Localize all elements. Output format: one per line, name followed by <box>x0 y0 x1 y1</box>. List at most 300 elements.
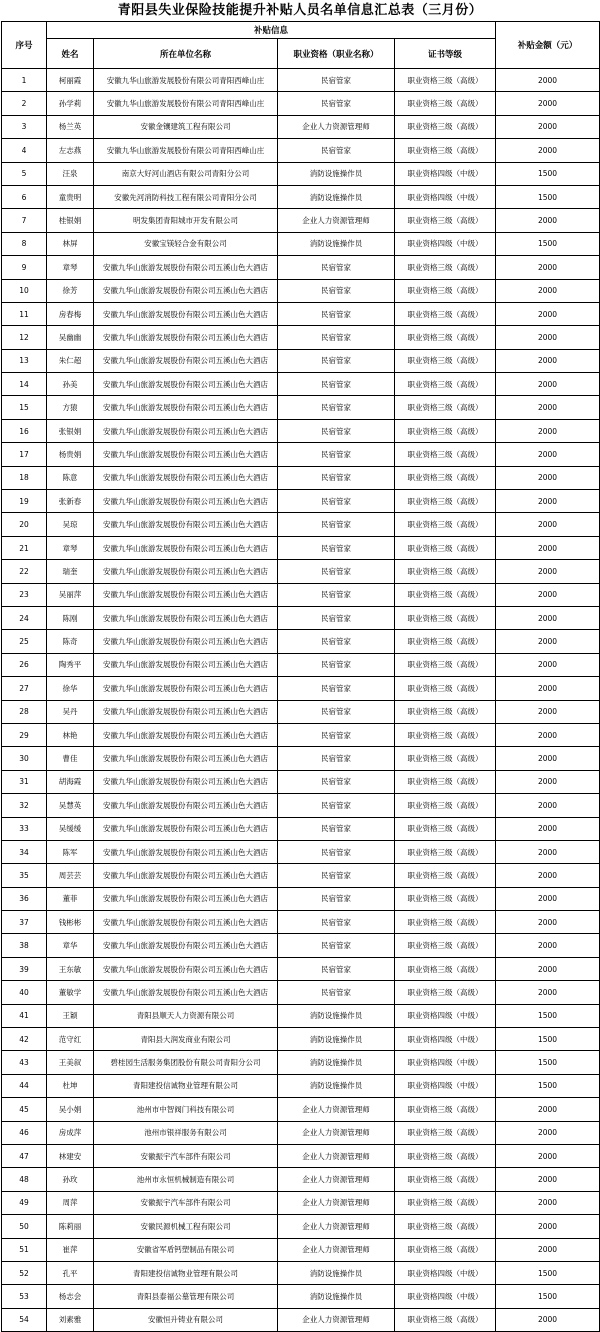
table-row <box>2 1074 600 1097</box>
cell-unit: 安徽九华山旅游发展股份有限公司五溪山色大酒店 <box>94 887 278 910</box>
cell-unit: 安徽九华山旅游发展股份有限公司五溪山色大酒店 <box>94 583 278 606</box>
cell-qualification: 消防设施操作员 <box>278 1261 395 1284</box>
cell-qualification: 民宿管家 <box>278 396 395 419</box>
table-row <box>2 560 600 583</box>
cell-amount: 2000 <box>496 1098 600 1121</box>
table-row <box>2 1004 600 1027</box>
cell-qualification: 民宿管家 <box>278 490 395 513</box>
cell-index: 43 <box>2 1051 47 1074</box>
header-level: 证书等级 <box>395 39 496 69</box>
cell-unit: 青阳县泰福公墓管理有限公司 <box>94 1285 278 1308</box>
cell-qualification: 民宿管家 <box>278 864 395 887</box>
cell-index: 29 <box>2 723 47 746</box>
cell-name: 董菲 <box>47 887 94 910</box>
cell-amount: 2000 <box>496 957 600 980</box>
cell-index: 34 <box>2 840 47 863</box>
cell-qualification: 民宿管家 <box>278 653 395 676</box>
cell-name: 汪泉 <box>47 162 94 185</box>
cell-amount: 2000 <box>496 630 600 653</box>
table-row <box>2 349 600 372</box>
cell-index: 36 <box>2 887 47 910</box>
cell-unit: 安徽九华山旅游发展股份有限公司五溪山色大酒店 <box>94 466 278 489</box>
cell-level: 职业资格三级（高级） <box>395 770 496 793</box>
cell-name: 王美叙 <box>47 1051 94 1074</box>
cell-qualification: 消防设施操作员 <box>278 1004 395 1027</box>
cell-level: 职业资格三级（高级） <box>395 911 496 934</box>
cell-name: 吴幽幽 <box>47 326 94 349</box>
cell-name: 陈军 <box>47 840 94 863</box>
cell-qualification: 民宿管家 <box>278 606 395 629</box>
cell-name: 杜坤 <box>47 1074 94 1097</box>
cell-unit: 安徽九华山旅游发展股份有限公司五溪山色大酒店 <box>94 279 278 302</box>
cell-amount: 2000 <box>496 677 600 700</box>
table-row <box>2 1191 600 1214</box>
cell-level: 职业资格三级（高级） <box>395 1144 496 1167</box>
cell-qualification: 民宿管家 <box>278 630 395 653</box>
cell-amount: 2000 <box>496 1238 600 1261</box>
cell-amount: 2000 <box>496 1144 600 1167</box>
cell-index: 47 <box>2 1144 47 1167</box>
cell-name: 吴小娟 <box>47 1098 94 1121</box>
cell-amount: 2000 <box>496 349 600 372</box>
table-row <box>2 1098 600 1121</box>
header-unit: 所在单位名称 <box>94 39 278 69</box>
cell-index: 26 <box>2 653 47 676</box>
cell-level: 职业资格三级（高级） <box>395 794 496 817</box>
page-title: 青阳县失业保险技能提升补贴人员名单信息汇总表（三月份） <box>117 3 483 18</box>
cell-index: 8 <box>2 232 47 255</box>
cell-level: 职业资格三级（高级） <box>395 864 496 887</box>
cell-qualification: 民宿管家 <box>278 349 395 372</box>
cell-level: 职业资格三级（高级） <box>395 840 496 863</box>
table-row <box>2 1168 600 1191</box>
cell-unit: 安徽九华山旅游发展股份有限公司五溪山色大酒店 <box>94 349 278 372</box>
table-row <box>2 1285 600 1308</box>
table-header <box>2 22 600 69</box>
cell-level: 职业资格三级（高级） <box>395 490 496 513</box>
cell-name: 吴缓缓 <box>47 817 94 840</box>
cell-unit: 安徽九华山旅游发展股份有限公司五溪山色大酒店 <box>94 490 278 513</box>
table-row <box>2 115 600 138</box>
cell-name: 瑞奎 <box>47 560 94 583</box>
cell-qualification: 民宿管家 <box>278 419 395 442</box>
cell-index: 31 <box>2 770 47 793</box>
table-row <box>2 443 600 466</box>
cell-level: 职业资格三级（高级） <box>395 396 496 419</box>
cell-name: 曹佳 <box>47 747 94 770</box>
cell-qualification: 民宿管家 <box>278 700 395 723</box>
cell-level: 职业资格三级（高级） <box>395 630 496 653</box>
cell-name: 林建安 <box>47 1144 94 1167</box>
cell-name: 章琴 <box>47 256 94 279</box>
cell-name: 崔萍 <box>47 1238 94 1261</box>
cell-qualification: 企业人力资源管理师 <box>278 1191 395 1214</box>
cell-index: 52 <box>2 1261 47 1284</box>
cell-qualification: 消防设施操作员 <box>278 1074 395 1097</box>
cell-qualification: 民宿管家 <box>278 513 395 536</box>
cell-level: 职业资格三级（高级） <box>395 653 496 676</box>
cell-qualification: 民宿管家 <box>278 723 395 746</box>
cell-qualification: 民宿管家 <box>278 887 395 910</box>
cell-level: 职业资格三级（高级） <box>395 69 496 92</box>
cell-name: 孙学莉 <box>47 92 94 115</box>
table-row <box>2 373 600 396</box>
cell-qualification: 民宿管家 <box>278 817 395 840</box>
cell-name: 刘素雅 <box>47 1308 94 1331</box>
cell-index: 33 <box>2 817 47 840</box>
cell-unit: 安徽九华山旅游发展股份有限公司五溪山色大酒店 <box>94 256 278 279</box>
cell-unit: 安徽民源机械工程有限公司 <box>94 1215 278 1238</box>
cell-index: 11 <box>2 302 47 325</box>
table-row <box>2 794 600 817</box>
cell-level: 职业资格三级（高级） <box>395 700 496 723</box>
cell-unit: 安徽九华山旅游发展股份有限公司五溪山色大酒店 <box>94 443 278 466</box>
cell-level: 职业资格三级（高级） <box>395 373 496 396</box>
cell-level: 职业资格三级（高级） <box>395 466 496 489</box>
cell-index: 4 <box>2 139 47 162</box>
cell-amount: 2000 <box>496 1121 600 1144</box>
cell-unit: 安徽九华山旅游发展股份有限公司五溪山色大酒店 <box>94 677 278 700</box>
cell-level: 职业资格三级（高级） <box>395 326 496 349</box>
cell-level: 职业资格四级（中级） <box>395 1074 496 1097</box>
cell-qualification: 消防设施操作员 <box>278 232 395 255</box>
cell-index: 16 <box>2 419 47 442</box>
cell-level: 职业资格四级（中级） <box>395 232 496 255</box>
cell-level: 职业资格三级（高级） <box>395 1238 496 1261</box>
cell-level: 职业资格三级（高级） <box>395 1098 496 1121</box>
cell-amount: 1500 <box>496 1028 600 1051</box>
cell-index: 32 <box>2 794 47 817</box>
cell-amount: 1500 <box>496 1285 600 1308</box>
cell-index: 15 <box>2 396 47 419</box>
cell-qualification: 民宿管家 <box>278 92 395 115</box>
cell-index: 38 <box>2 934 47 957</box>
cell-index: 21 <box>2 536 47 559</box>
cell-amount: 2000 <box>496 583 600 606</box>
cell-name: 董敏学 <box>47 981 94 1004</box>
cell-name: 林屏 <box>47 232 94 255</box>
cell-amount: 1500 <box>496 232 600 255</box>
cell-unit: 安徽九华山旅游发展股份有限公司青阳西峰山庄 <box>94 92 278 115</box>
table-row <box>2 1238 600 1261</box>
table-row <box>2 911 600 934</box>
cell-qualification: 企业人力资源管理师 <box>278 1238 395 1261</box>
cell-unit: 安徽九华山旅游发展股份有限公司五溪山色大酒店 <box>94 396 278 419</box>
cell-level: 职业资格三级（高级） <box>395 443 496 466</box>
cell-name: 陈莉丽 <box>47 1215 94 1238</box>
table-row <box>2 1215 600 1238</box>
cell-level: 职业资格四级（中级） <box>395 1261 496 1284</box>
cell-name: 林艳 <box>47 723 94 746</box>
cell-amount: 2000 <box>496 747 600 770</box>
cell-amount: 1500 <box>496 1051 600 1074</box>
cell-unit: 安徽九华山旅游发展股份有限公司五溪山色大酒店 <box>94 700 278 723</box>
cell-unit: 青阳建投信诚物业管理有限公司 <box>94 1074 278 1097</box>
cell-unit: 安徽恒升铸业有限公司 <box>94 1308 278 1331</box>
table-row <box>2 419 600 442</box>
table-row <box>2 747 600 770</box>
cell-name: 张银娟 <box>47 419 94 442</box>
cell-unit: 安徽九华山旅游发展股份有限公司五溪山色大酒店 <box>94 302 278 325</box>
table-row <box>2 653 600 676</box>
cell-qualification: 民宿管家 <box>278 560 395 583</box>
cell-amount: 2000 <box>496 794 600 817</box>
table-row <box>2 1308 600 1331</box>
cell-amount: 2000 <box>496 1168 600 1191</box>
cell-index: 35 <box>2 864 47 887</box>
cell-unit: 池州市中智阀门科技有限公司 <box>94 1098 278 1121</box>
cell-level: 职业资格四级（中级） <box>395 162 496 185</box>
cell-qualification: 民宿管家 <box>278 747 395 770</box>
cell-index: 17 <box>2 443 47 466</box>
cell-name: 杨贵娟 <box>47 443 94 466</box>
cell-index: 40 <box>2 981 47 1004</box>
cell-qualification: 民宿管家 <box>278 373 395 396</box>
table-row <box>2 162 600 185</box>
cell-amount: 1500 <box>496 185 600 208</box>
cell-level: 职业资格三级（高级） <box>395 583 496 606</box>
cell-name: 方猿 <box>47 396 94 419</box>
cell-unit: 安徽振宇汽车部件有限公司 <box>94 1144 278 1167</box>
header-amount: 补贴金额（元） <box>496 22 600 69</box>
cell-qualification: 民宿管家 <box>278 934 395 957</box>
cell-amount: 2000 <box>496 817 600 840</box>
cell-amount: 2000 <box>496 536 600 559</box>
cell-unit: 安徽九华山旅游发展股份有限公司五溪山色大酒店 <box>94 630 278 653</box>
cell-qualification: 企业人力资源管理师 <box>278 209 395 232</box>
cell-amount: 2000 <box>496 723 600 746</box>
cell-index: 14 <box>2 373 47 396</box>
table-row <box>2 232 600 255</box>
cell-qualification: 民宿管家 <box>278 911 395 934</box>
cell-unit: 安徽金镶建筑工程有限公司 <box>94 115 278 138</box>
table-row <box>2 957 600 980</box>
cell-unit: 青阳建投信诚物业管理有限公司 <box>94 1261 278 1284</box>
cell-amount: 2000 <box>496 115 600 138</box>
cell-index: 37 <box>2 911 47 934</box>
cell-qualification: 企业人力资源管理师 <box>278 1168 395 1191</box>
cell-level: 职业资格三级（高级） <box>395 887 496 910</box>
cell-level: 职业资格三级（高级） <box>395 957 496 980</box>
cell-name: 孙玫 <box>47 1168 94 1191</box>
cell-index: 45 <box>2 1098 47 1121</box>
cell-name: 王东敏 <box>47 957 94 980</box>
cell-qualification: 民宿管家 <box>278 957 395 980</box>
table-row <box>2 700 600 723</box>
cell-name: 章华 <box>47 934 94 957</box>
cell-amount: 2000 <box>496 443 600 466</box>
cell-index: 50 <box>2 1215 47 1238</box>
cell-level: 职业资格三级（高级） <box>395 256 496 279</box>
cell-qualification: 民宿管家 <box>278 677 395 700</box>
cell-qualification: 民宿管家 <box>278 326 395 349</box>
table-row <box>2 139 600 162</box>
cell-index: 12 <box>2 326 47 349</box>
cell-level: 职业资格四级（中级） <box>395 1051 496 1074</box>
cell-index: 46 <box>2 1121 47 1144</box>
cell-name: 王颖 <box>47 1004 94 1027</box>
cell-index: 24 <box>2 606 47 629</box>
cell-qualification: 民宿管家 <box>278 583 395 606</box>
cell-name: 章琴 <box>47 536 94 559</box>
cell-name: 房成萍 <box>47 1121 94 1144</box>
cell-index: 18 <box>2 466 47 489</box>
cell-amount: 2000 <box>496 373 600 396</box>
cell-index: 19 <box>2 490 47 513</box>
cell-qualification: 企业人力资源管理师 <box>278 1098 395 1121</box>
table-row <box>2 1028 600 1051</box>
cell-name: 吴琼 <box>47 513 94 536</box>
cell-unit: 安徽九华山旅游发展股份有限公司五溪山色大酒店 <box>94 934 278 957</box>
cell-unit: 安徽九华山旅游发展股份有限公司五溪山色大酒店 <box>94 911 278 934</box>
cell-level: 职业资格三级（高级） <box>395 1168 496 1191</box>
header-index: 序号 <box>2 22 47 69</box>
cell-unit: 碧桂园生活服务集团股份有限公司青阳分公司 <box>94 1051 278 1074</box>
cell-unit: 青阳县大润发商业有限公司 <box>94 1028 278 1051</box>
cell-name: 陈意 <box>47 466 94 489</box>
cell-amount: 2000 <box>496 560 600 583</box>
cell-level: 职业资格三级（高级） <box>395 302 496 325</box>
cell-name: 陈刚 <box>47 606 94 629</box>
cell-amount: 2000 <box>496 700 600 723</box>
cell-level: 职业资格四级（中级） <box>395 185 496 208</box>
cell-unit: 安徽九华山旅游发展股份有限公司五溪山色大酒店 <box>94 326 278 349</box>
cell-amount: 2000 <box>496 1191 600 1214</box>
cell-qualification: 民宿管家 <box>278 302 395 325</box>
header-name: 姓名 <box>47 39 94 69</box>
cell-name: 吴丽萍 <box>47 583 94 606</box>
cell-qualification: 民宿管家 <box>278 139 395 162</box>
cell-index: 7 <box>2 209 47 232</box>
cell-qualification: 消防设施操作员 <box>278 1028 395 1051</box>
table-row <box>2 396 600 419</box>
cell-qualification: 消防设施操作员 <box>278 162 395 185</box>
cell-unit: 明发集团青阳城市开发有限公司 <box>94 209 278 232</box>
cell-name: 钱彬彬 <box>47 911 94 934</box>
cell-qualification: 民宿管家 <box>278 256 395 279</box>
cell-unit: 池州市永恒机械制造有限公司 <box>94 1168 278 1191</box>
cell-level: 职业资格三级（高级） <box>395 536 496 559</box>
cell-unit: 安徽九华山旅游发展股份有限公司青阳西峰山庄 <box>94 69 278 92</box>
header-subsidy-info: 补贴信息 <box>47 22 496 39</box>
cell-name: 朱仁超 <box>47 349 94 372</box>
cell-name: 孔平 <box>47 1261 94 1284</box>
cell-amount: 2000 <box>496 981 600 1004</box>
table-row <box>2 256 600 279</box>
cell-amount: 2000 <box>496 419 600 442</box>
cell-name: 徐芳 <box>47 279 94 302</box>
cell-name: 桂银娟 <box>47 209 94 232</box>
cell-unit: 安徽九华山旅游发展股份有限公司五溪山色大酒店 <box>94 840 278 863</box>
cell-amount: 2000 <box>496 864 600 887</box>
cell-qualification: 企业人力资源管理师 <box>278 1144 395 1167</box>
cell-qualification: 民宿管家 <box>278 69 395 92</box>
cell-level: 职业资格三级（高级） <box>395 747 496 770</box>
table-row <box>2 69 600 92</box>
table-row <box>2 840 600 863</box>
table-row <box>2 630 600 653</box>
cell-unit: 安徽九华山旅游发展股份有限公司五溪山色大酒店 <box>94 536 278 559</box>
cell-unit: 安徽振宇汽车部件有限公司 <box>94 1191 278 1214</box>
table-row <box>2 981 600 1004</box>
cell-name: 吴丹 <box>47 700 94 723</box>
cell-level: 职业资格三级（高级） <box>395 817 496 840</box>
cell-name: 周芸芸 <box>47 864 94 887</box>
cell-index: 9 <box>2 256 47 279</box>
cell-unit: 安徽九华山旅游发展股份有限公司五溪山色大酒店 <box>94 747 278 770</box>
cell-amount: 2000 <box>496 840 600 863</box>
cell-index: 49 <box>2 1191 47 1214</box>
cell-index: 1 <box>2 69 47 92</box>
cell-qualification: 民宿管家 <box>278 279 395 302</box>
cell-amount: 2000 <box>496 490 600 513</box>
cell-index: 30 <box>2 747 47 770</box>
cell-unit: 安徽宝镁轻合金有限公司 <box>94 232 278 255</box>
cell-qualification: 企业人力资源管理师 <box>278 1121 395 1144</box>
cell-name: 孙美 <box>47 373 94 396</box>
cell-index: 10 <box>2 279 47 302</box>
cell-unit: 安徽九华山旅游发展股份有限公司五溪山色大酒店 <box>94 957 278 980</box>
table-row <box>2 185 600 208</box>
cell-index: 5 <box>2 162 47 185</box>
cell-level: 职业资格三级（高级） <box>395 1215 496 1238</box>
table-row <box>2 583 600 606</box>
cell-qualification: 企业人力资源管理师 <box>278 1308 395 1331</box>
cell-level: 职业资格三级（高级） <box>395 115 496 138</box>
cell-index: 53 <box>2 1285 47 1308</box>
table-row <box>2 1144 600 1167</box>
cell-unit: 安徽九华山旅游发展股份有限公司五溪山色大酒店 <box>94 794 278 817</box>
cell-amount: 2000 <box>496 911 600 934</box>
cell-name: 陈奇 <box>47 630 94 653</box>
cell-level: 职业资格四级（中级） <box>395 1285 496 1308</box>
cell-amount: 2000 <box>496 69 600 92</box>
cell-qualification: 民宿管家 <box>278 466 395 489</box>
cell-amount: 2000 <box>496 1308 600 1331</box>
cell-unit: 安徽九华山旅游发展股份有限公司五溪山色大酒店 <box>94 513 278 536</box>
cell-index: 54 <box>2 1308 47 1331</box>
cell-name: 陶秀平 <box>47 653 94 676</box>
cell-qualification: 民宿管家 <box>278 536 395 559</box>
table-row <box>2 606 600 629</box>
cell-amount: 1500 <box>496 162 600 185</box>
cell-unit: 安徽省军盾钙塑制品有限公司 <box>94 1238 278 1261</box>
table-row <box>2 466 600 489</box>
cell-qualification: 民宿管家 <box>278 981 395 1004</box>
cell-index: 23 <box>2 583 47 606</box>
cell-level: 职业资格三级（高级） <box>395 723 496 746</box>
subsidy-table <box>1 21 600 1332</box>
cell-level: 职业资格三级（高级） <box>395 279 496 302</box>
cell-qualification: 企业人力资源管理师 <box>278 115 395 138</box>
table-row <box>2 1261 600 1284</box>
cell-amount: 2000 <box>496 326 600 349</box>
cell-unit: 安徽九华山旅游发展股份有限公司五溪山色大酒店 <box>94 723 278 746</box>
cell-unit: 安徽九华山旅游发展股份有限公司五溪山色大酒店 <box>94 864 278 887</box>
table-row <box>2 326 600 349</box>
cell-qualification: 企业人力资源管理师 <box>278 1215 395 1238</box>
cell-unit: 南京大好河山酒店有限公司青阳分公司 <box>94 162 278 185</box>
cell-qualification: 消防设施操作员 <box>278 185 395 208</box>
cell-qualification: 民宿管家 <box>278 840 395 863</box>
cell-index: 39 <box>2 957 47 980</box>
cell-level: 职业资格三级（高级） <box>395 139 496 162</box>
table-row <box>2 279 600 302</box>
cell-name: 房春梅 <box>47 302 94 325</box>
cell-index: 41 <box>2 1004 47 1027</box>
cell-level: 职业资格三级（高级） <box>395 1308 496 1331</box>
cell-level: 职业资格三级（高级） <box>395 92 496 115</box>
